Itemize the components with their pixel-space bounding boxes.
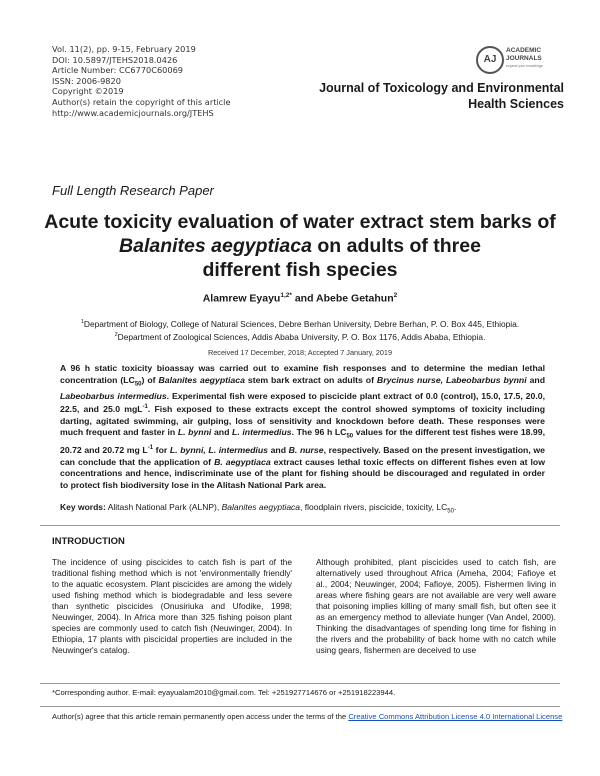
abstract-text: stem bark extract on adults of [244, 374, 377, 385]
publisher-name-line1: ACADEMIC [506, 47, 542, 54]
title-part1: Acute toxicity evaluation of water extract stem barks of [44, 211, 556, 233]
abstract-text: , respectively. Based on the present investigation, we can conclude that the application of [60, 445, 545, 467]
meta-url: http://www.academicjournals.org/JTEHS [52, 107, 214, 118]
abstract-sup: -1 [147, 445, 154, 452]
license-divider [40, 706, 560, 707]
introduction-heading: INTRODUCTION [52, 536, 125, 547]
meta-article-number: Article Number: CC6770C60069 [52, 65, 184, 76]
abstract-species: L. intermedius [232, 427, 292, 438]
paper-title [40, 210, 560, 282]
affiliation-2-mark: 2 [114, 331, 118, 338]
meta-author-rights: Author(s) retain the copyright of this article [52, 96, 231, 107]
abstract-species: L. bynni, L. intermedius [169, 445, 268, 456]
abstract-sup: -1 [142, 404, 148, 411]
keywords-text: Alitash National Park (ALNP), [105, 502, 222, 512]
affiliation-2-text: Department of Zoological Sciences, Addis Ababa University, P. O. Box 1176, Addis Ababa, Ethiopia. [117, 331, 486, 342]
author-connector: and [291, 292, 317, 305]
abstract-species: Balanites aegyptiaca [158, 374, 245, 385]
abstract-sub: 50 [346, 433, 354, 440]
journal-name [264, 80, 564, 112]
publisher-name [506, 47, 542, 63]
journal-name-line2: Health Sciences [468, 97, 564, 111]
license-text: Author(s) agree that this article remain permanently open access under the terms of the [52, 712, 349, 721]
meta-issn: ISSN: 2006-9820 [52, 75, 121, 86]
journal-name-line1: Journal of Toxicology and Environmental [319, 81, 564, 95]
abstract-species: Labeobarbus intermedius [60, 390, 167, 401]
publisher-logo-icon: AJ [476, 46, 504, 74]
keywords-sub: 50 [447, 508, 454, 515]
abstract-species: L. bynni [177, 427, 212, 438]
keywords-text: . [453, 502, 457, 512]
paper-type: Full Length Research Paper [52, 183, 214, 198]
abstract-text: and [526, 374, 546, 385]
affiliation-1-mark: 1 [80, 319, 84, 325]
author-2: Abebe Getahun [316, 292, 394, 305]
keywords-label: Key words: [60, 502, 106, 512]
section-divider [40, 525, 560, 526]
affiliation-1 [30, 317, 570, 330]
license-link[interactable]: Creative Commons Attribution License 4.0 International License [348, 712, 563, 721]
abstract-species: B. nurse [288, 445, 324, 456]
abstract [60, 363, 545, 491]
abstract-text: values for the different test fishes were 18.99, 20.72 and 20.72 mg L [60, 427, 545, 456]
publisher-logo [476, 44, 576, 78]
publisher-tagline: expand your knowledge [506, 64, 543, 68]
abstract-species: B. aegyptiaca [214, 456, 271, 467]
introduction-column-1: The incidence of using piscicides to catch fish is part of the traditional fishing method which is not 'environmentally friendly' to the aquatic ecosystem. Plant piscicides are among the widely used fishing method which is biodegradable and less severe than synthetic piscicides (Onusiriuka and Ufodike, 1998; Neuwinger, 2004). In Africa more than 325 fishing poison plant species are commonly used to catch fish (Neuwinger, 2004). In Ethiopia, 17 plants with piscicidal properties are included in the Neuwinger's catalog. [52, 557, 292, 655]
keywords-text: , floodplain rivers, piscicide, toxicity, LC [300, 502, 448, 512]
publisher-name-line2: JOURNALS [506, 55, 542, 62]
introduction-column-2: Although prohibited, plant piscicides used to catch fish, are alternatively used throughout Africa (Ameha, 2004; Fafioye et al., 2004; Neuwinger, 2004; Fafioye, 2005). Fishermen living in areas where fishing gears are not available are very well aware that poisoning implies killing of many small fish, but often see it as an emergency method to alleviate hunger (Van Andel, 2000). Thinking the disadvantages of spending long time for fishing in the rivers and the probability of back home with no catch while using gears, fishermen are deceived to use [316, 557, 556, 655]
abstract-sub: 50 [134, 381, 142, 388]
abstract-text: ) of [141, 374, 159, 385]
abstract-text: A 96 h static toxicity bioassay was carried out to examine fish responses and to determine the median lethal concentration (LC [60, 363, 545, 385]
authors [0, 292, 600, 305]
abstract-text: extract causes lethal toxic effects on different fishes even at low concentrations and hence, indiscriminate use of the plant for fishing should be discouraged and regulated in order to protect fish biodiversity lose in the Alitash National Park area. [60, 456, 545, 490]
article-metadata [52, 44, 231, 118]
abstract-text: and [211, 427, 233, 438]
keywords-species: Balanites aegyptiaca [221, 502, 301, 512]
received-dates: Received 17 December, 2018; Accepted 7 January, 2019 [207, 348, 393, 357]
affiliation-1-text: Department of Biology, College of Natural Sciences, Debre Berhan University, Debre Berhan, P. O. Box 445, Ethiopia. [83, 318, 520, 329]
abstract-text: . The 96 h LC [291, 427, 347, 438]
meta-copyright: Copyright ©2019 [52, 86, 124, 97]
affiliations [30, 317, 570, 343]
abstract-text: and [267, 445, 289, 456]
license-notice [52, 712, 572, 723]
affiliation-2 [30, 330, 570, 343]
abstract-species: Brycinus nurse, Labeobarbus bynni [376, 374, 527, 385]
author-2-affil: 2 [393, 292, 398, 299]
title-species: Balanites aegyptiaca [119, 235, 312, 257]
corresponding-author: *Corresponding author. E-mail: eyayualam2010@gmail.com. Tel: +251927714676 or +251918223944. [52, 688, 396, 697]
footnote-divider [40, 683, 560, 684]
abstract-text: for [153, 445, 170, 456]
abstract-text: . Experimental fish were exposed to piscicide plant extract of 0.0 (control), 15.0, 17.5, 20.0, 22.5, and 25.0 mgL [60, 390, 545, 415]
title-part3: different fish species [202, 259, 398, 281]
abstract-text: . Fish exposed to these extracts except the control showed symptoms of toxicity including darting, agitated swimming, air gulping, loss of sensitivity and knockdown before death. These responses were much frequent and faster in [60, 404, 545, 438]
title-part2: on adults of three [311, 235, 481, 257]
meta-doi: DOI: 10.5897/JTEHS2018.0426 [52, 54, 178, 65]
author-1: Alamrew Eyayu [202, 292, 281, 305]
meta-volume: Vol. 11(2), pp. 9-15, February 2019 [52, 44, 196, 54]
author-1-affil: 1,2* [280, 292, 292, 299]
keywords [60, 502, 550, 515]
